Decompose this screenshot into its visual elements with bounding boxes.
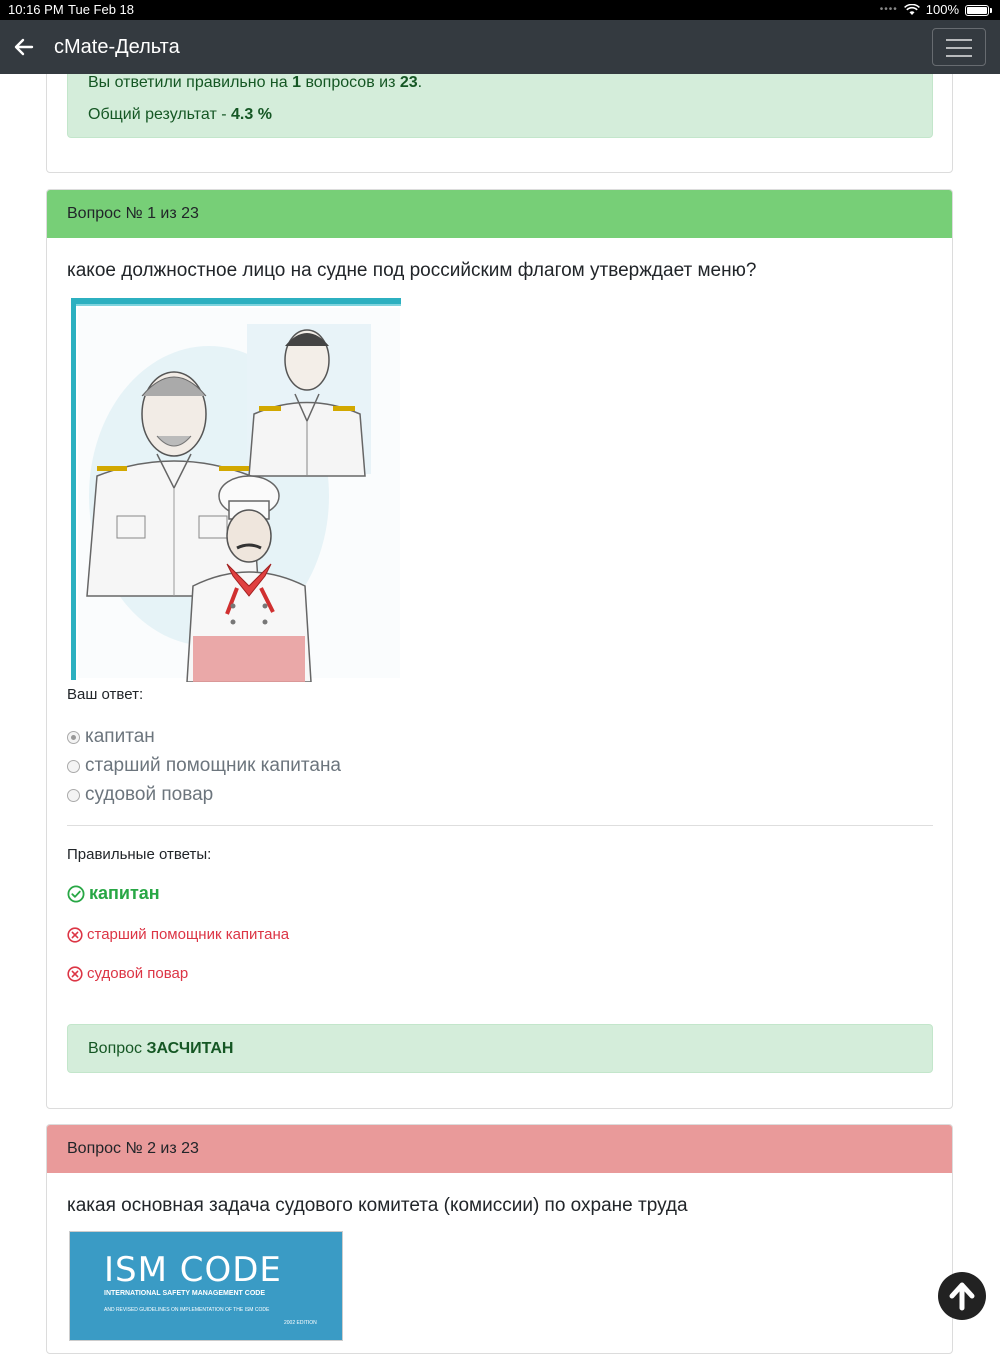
navbar	[0, 20, 1000, 74]
radio-button[interactable]	[67, 789, 80, 802]
answer-option-3[interactable]: судовой повар	[67, 782, 213, 808]
x-circle-icon	[67, 927, 83, 943]
arrow-up-circle-icon	[938, 1272, 986, 1320]
arrow-left-icon[interactable]	[12, 35, 36, 59]
verdict-status: ЗАСЧИТАН	[146, 1040, 234, 1057]
question-header-1: Вопрос № 1 из 23	[47, 190, 952, 238]
result-item-wrong: старший помощник капитана	[67, 926, 289, 943]
status-bar	[0, 0, 1000, 20]
result-line-correct: Вы ответили правильно на 1 вопросов из 23.	[88, 74, 423, 91]
verdict-alert	[67, 1024, 933, 1073]
result-item-correct: капитан	[67, 883, 160, 904]
x-circle-icon	[67, 966, 83, 982]
question-image-2: ISM CODE INTERNATIONAL SAFETY MANAGEMENT CODE AND REVISED GUIDELINES ON IMPLEMENTATION OF THE ISM CODE 2002 EDITION	[69, 1231, 343, 1341]
status-date: Tue Feb 18	[68, 2, 135, 17]
question-card-1	[46, 189, 953, 1109]
question-header-2: Вопрос № 2 из 23	[47, 1125, 952, 1173]
check-circle-icon	[67, 885, 85, 903]
ism-code-title: ISM CODE	[104, 1250, 282, 1290]
verdict-prefix: Вопрос	[88, 1040, 147, 1057]
hamburger-icon	[946, 39, 972, 41]
status-time: 10:16 PM	[8, 2, 64, 17]
result-item-wrong: судовой повар	[67, 965, 188, 982]
scroll-to-top-button[interactable]	[938, 1272, 986, 1320]
divider	[67, 825, 933, 826]
wifi-icon	[904, 4, 920, 16]
radio-button[interactable]	[67, 760, 80, 773]
menu-toggle-button[interactable]	[932, 28, 986, 66]
question-text-1: какое должностное лицо на судне под российским флагом утверждает меню?	[67, 260, 757, 281]
radio-button-checked[interactable]	[67, 731, 80, 744]
result-line-percent: Общий результат - 4.3 %	[88, 106, 272, 123]
battery-percent: 100%	[925, 2, 959, 17]
answer-option-2[interactable]: старший помощник капитана	[67, 753, 341, 779]
question-text-2: какая основная задача судового комитета (комиссии) по охране труда	[67, 1195, 688, 1216]
correct-answers-label: Правильные ответы:	[67, 846, 212, 863]
battery-icon	[965, 5, 989, 16]
signal-icon: ••••	[879, 4, 898, 15]
question-card-2	[46, 1124, 953, 1354]
question-image-1	[69, 296, 403, 682]
your-answer-label: Ваш ответ:	[67, 686, 144, 703]
answer-option-1[interactable]: капитан	[67, 724, 155, 750]
app-title: cMate-Дельта	[54, 36, 180, 58]
